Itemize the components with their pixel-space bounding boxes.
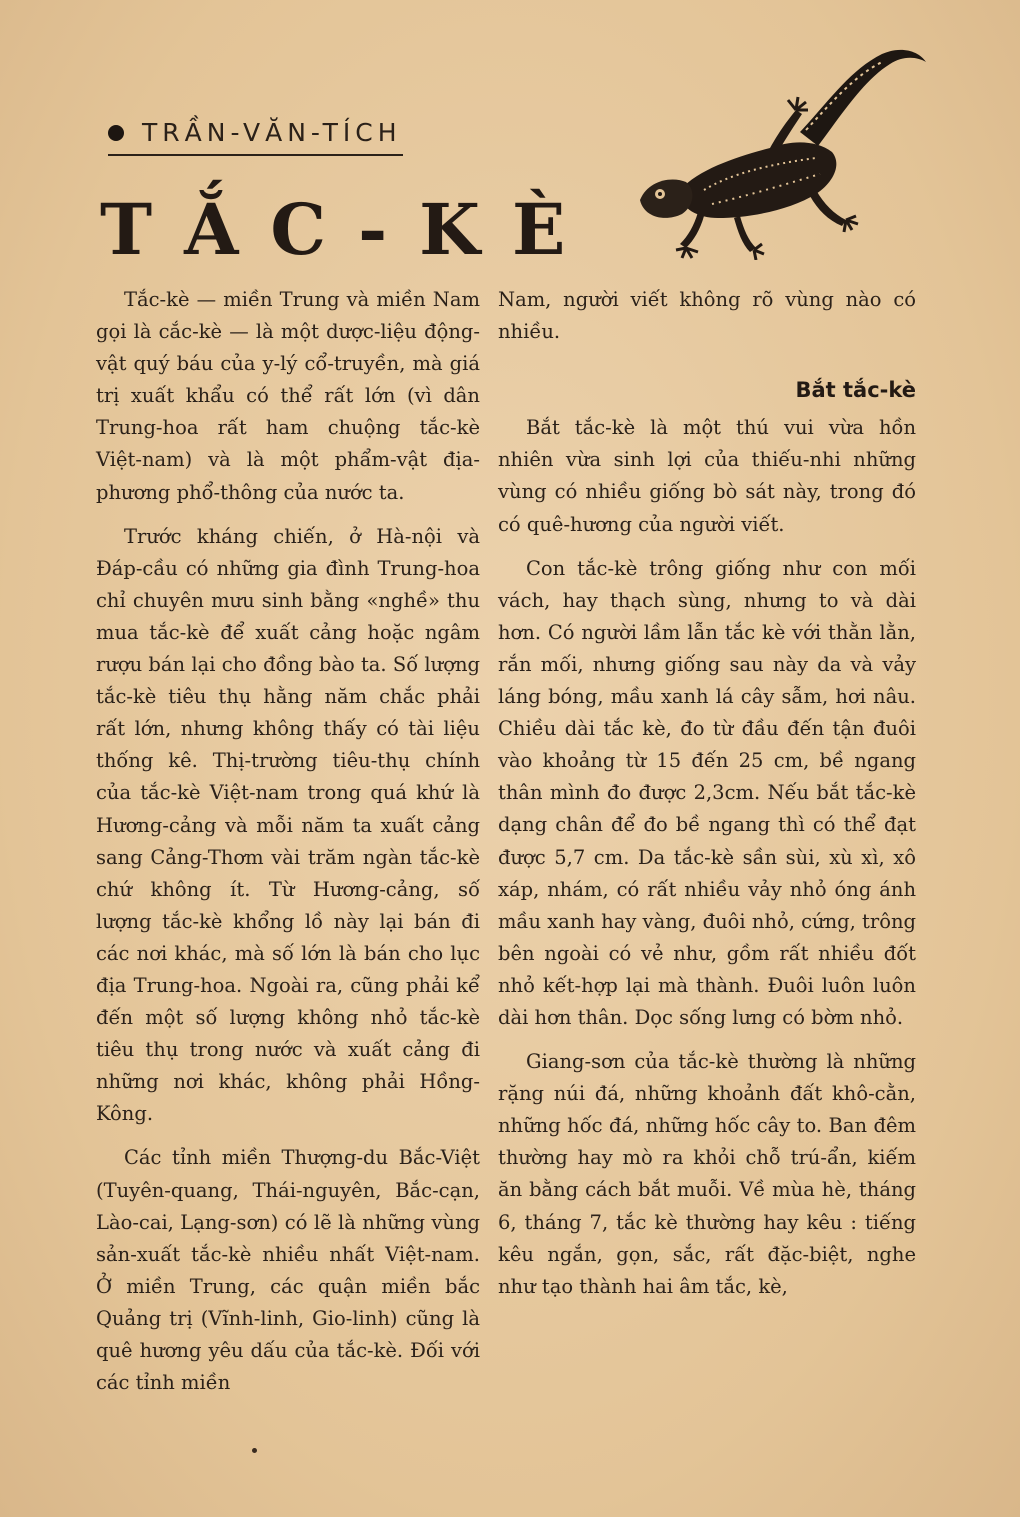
article-title: TẮC-KÈ <box>100 188 598 271</box>
author-underline <box>108 154 403 156</box>
right-column <box>498 284 916 1315</box>
left-column <box>96 284 480 1411</box>
author-line <box>108 118 402 147</box>
gecko-illustration <box>620 40 940 260</box>
paragraph: Giang-sơn của tắc-kè thường là những rặng núi đá, những khoảnh đất khô-cằn, những hốc đá, những hốc cây to. Ban đêm thường hay mò ra khỏi chỗ trú-ẩn, kiếm ăn bằng cách bắt muỗi. Về mùa hè, tháng 6, tháng 7, tắc kè thường hay kêu : tiếng kêu ngắn, gọn, sắc, rất đặc-biệt, nghe như tạo thành hai âm tắc, kè, <box>498 1050 916 1298</box>
paragraph-continued: Nam, người viết không rõ vùng nào có nhiều. <box>498 288 916 344</box>
paragraph: Con tắc-kè trông giống như con mối vách, hay thạch sùng, nhưng to và dài hơn. Có người lầm lẫn tắc kè với thằn lằn, rắn mối, nhưng giống sau này da và vảy láng bóng, mầu xanh lá cây sẫm, hơi nâu. Chiều dài tắc kè, đo từ đầu đến tận đuôi vào khoảng từ 15 đến 25 cm, bề ngang thân mình đo được 2,3cm. Nếu bắt tắc-kè dạng chân để đo bề ngang thì có thể đạt được 5,7 cm. Da tắc-kè sần sùi, xù xì, xô xáp, nhám, có rất nhiều vảy nhỏ óng ánh mầu xanh hay vàng, đuôi nhỏ, cứng, trông bên ngoài có vẻ như, gồm rất nhiều đốt nhỏ kết-hợp lại mà thành. Đuôi luôn luôn dài hơn thân. Dọc sống lưng có bờm nhỏ. <box>498 556 916 1029</box>
paragraph: Các tỉnh miền Thượng-du Bắc-Việt (Tuyên-quang, Thái-nguyên, Bắc-cạn, Lào-cai, Lạng-sơn) có lẽ là những vùng sản-xuất tắc-kè nhiều nhất Việt-nam. Ở miền Trung, các quận miền bắc Quảng trị (Vĩnh-linh, Gio-linh) cũng là quê hương yêu dấu của tắc-kè. Đối với các tỉnh miền <box>96 1146 480 1395</box>
bullet-icon <box>108 125 124 141</box>
paragraph: Tắc-kè — miền Trung và miền Nam gọi là cắc-kè — là một dược-liệu động-vật quý báu của y-lý cổ-truyền, mà giá trị xuất khẩu có thể rất lớn (vì dân Trung-hoa rất ham chuộng tắc-kè Việt-nam) và là một phẩm-vật địa-phương phổ-thông của nước ta. <box>96 288 480 504</box>
paragraph: Bắt tắc-kè là một thú vui vừa hồn nhiên vừa sinh lợi của thiếu-nhi những vùng có nhiều giống bò sát này, trong đó có quê-hương của người viết. <box>498 416 916 536</box>
section-heading: Bắt tắc-kè <box>795 378 916 403</box>
page-mark <box>252 1448 257 1453</box>
paragraph: Trước kháng chiến, ở Hà-nội và Đáp-cầu có những gia đình Trung-hoa chỉ chuyên mưu sinh bằng «nghề» thu mua tắc-kè để xuất cảng hoặc ngâm rượu bán lại cho đồng bào ta. Số lượng tắc-kè tiêu thụ hằng năm chắc phải rất lớn, nhưng không thấy có tài liệu thống kê. Thị-trường tiêu-thụ chính của tắc-kè Việt-nam trong quá khứ là Hương-cảng và mỗi năm ta xuất cảng sang Cảng-Thơm vài trăm ngàn tắc-kè chứ không ít. Từ Hương-cảng, số lượng tắc-kè khổng lồ này lại bán đi các nơi khác, mà số lớn là bán cho lục địa Trung-hoa. Ngoài ra, cũng phải kể đến một số lượng không nhỏ tắc-kè tiêu thụ trong nước và xuất cảng đi những nơi khác, không phải Hồng-Kông. <box>96 524 480 1126</box>
author-name: TRẦN-VĂN-TÍCH <box>142 118 402 147</box>
